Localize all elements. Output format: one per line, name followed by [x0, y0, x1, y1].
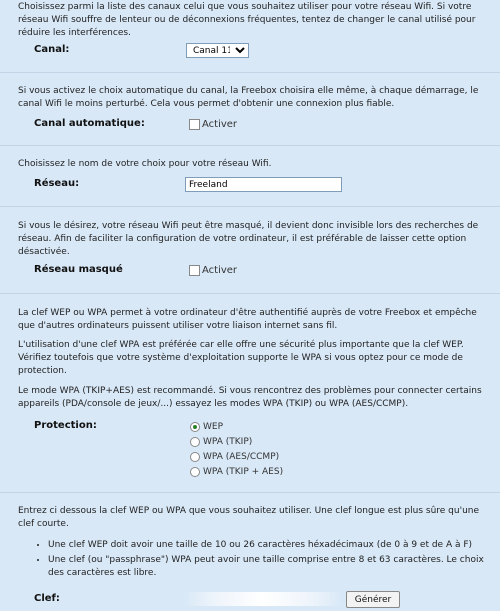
list-item: • Une clef WEP doit avoir une taille de 10 ou 26 caractères héxadécimaux (de 0 à 9 et de A à F) [48, 539, 489, 552]
checkbox-icon[interactable] [189, 265, 200, 276]
reseau-masque-description: Si vous le désirez, votre réseau Wifi peut être masqué, il devient donc invisible lors des recherches de réseau. Afin de faciliter la configuration de votre ordinateur, il est préférable de laisser cette option désactivée. [18, 221, 479, 257]
protection-paragraph-2: L'utilisation d'une clef WPA est préférée car elle offre une sécurité plus importante que la clef WEP. Vérifiez toutefois que votre système d'exploitation supporte le WPA si vous optez pour ce mode de protection. [18, 340, 464, 376]
clef-label: Clef: [34, 593, 60, 604]
radio-wpa-tkip-aes[interactable] [190, 466, 283, 478]
radio-label: WPA (TKIP) [203, 437, 253, 447]
canal-auto-description: Si vous activez le choix automatique du canal, la Freebox choisira elle même, à chaque démarrage, le canal Wifi le moins perturbé. Cela vous permet d'obtenir une connexion plus fiable. [18, 86, 479, 109]
radio-label: WPA (AES/CCMP) [203, 452, 280, 462]
canal-auto-label: Canal automatique: [34, 118, 145, 129]
reseau-name-input[interactable] [185, 177, 342, 192]
reseau-masque-checkbox-label: Activer [202, 265, 238, 276]
radio-selected-icon[interactable] [190, 422, 200, 432]
radio-label: WPA (TKIP + AES) [203, 467, 284, 477]
radio-icon[interactable] [190, 452, 200, 462]
checkbox-icon[interactable] [189, 119, 200, 130]
generate-button[interactable]: Générer [346, 591, 400, 608]
clef-description: Entrez ci dessous la clef WEP ou WPA que vous souhaitez utiliser. Une clef longue est plus sûre qu'une clef courte. [18, 506, 480, 529]
protection-paragraph-1: La clef WEP ou WPA permet à votre ordinateur d'être authentifié auprès de votre Freebox et empêche que d'autres ordinateurs puissent utiliser votre liaison internet sans fil. [18, 308, 477, 331]
clef-input[interactable] [183, 592, 343, 606]
reseau-label: Réseau: [34, 178, 80, 189]
divider [0, 492, 500, 493]
canal-description: Choisissez parmi la liste des canaux celui que vous souhaitez utiliser pour votre réseau Wifi. Si votre réseau Wifi souffre de lenteur ou de déconnexions fréquentes, tentez de changer le canal utilisé pour réduire les interférences. [18, 2, 476, 38]
clef-rules-list [34, 539, 489, 582]
list-item: • Une clef (ou "passphrase") WPA peut avoir une taille comprise entre 8 et 63 caractères. Le choix des caractères est libre. [48, 554, 489, 580]
radio-icon[interactable] [190, 437, 200, 447]
radio-label: WEP [203, 422, 224, 432]
canal-label: Canal: [34, 44, 70, 55]
canal-auto-checkbox-label: Activer [202, 119, 238, 130]
protection-paragraph-3: Le mode WPA (TKIP+AES) est recommandé. Si vous rencontrez des problèmes pour connecter certains appareils (PDA/console de jeux/...) essayez les modes WPA (TKIP) ou WPA (AES/CCMP). [18, 386, 482, 409]
radio-wpa-aes[interactable] [190, 451, 279, 463]
divider [0, 72, 500, 73]
radio-wep[interactable] [190, 421, 223, 433]
reseau-masque-checkbox[interactable] [189, 265, 237, 276]
divider [0, 293, 500, 294]
divider [0, 145, 500, 146]
reseau-description: Choisissez le nom de votre choix pour votre réseau Wifi. [18, 159, 272, 169]
divider [0, 206, 500, 207]
radio-wpa-tkip[interactable] [190, 436, 252, 448]
reseau-masque-label: Réseau masqué [34, 264, 123, 275]
canal-select[interactable] [186, 43, 249, 58]
canal-auto-checkbox[interactable] [189, 119, 237, 130]
radio-icon[interactable] [190, 467, 200, 477]
protection-label: Protection: [34, 420, 97, 431]
